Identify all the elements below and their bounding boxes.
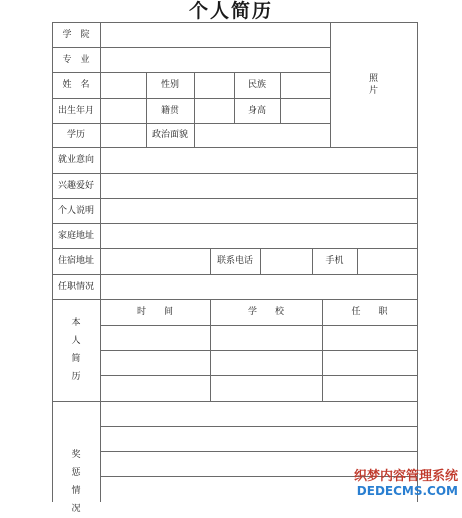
col-line bbox=[260, 248, 261, 274]
resume-section-char: 历 bbox=[71, 372, 81, 382]
awards-section-char: 情 bbox=[71, 486, 81, 496]
label-positions-held: 任职情况 bbox=[57, 281, 94, 292]
row-line bbox=[100, 426, 417, 427]
resume-section-char: 本 bbox=[71, 318, 81, 328]
label-mobile: 手机 bbox=[325, 256, 344, 266]
col-line bbox=[280, 72, 281, 123]
page-title: 个人简历 bbox=[188, 0, 273, 22]
row-line bbox=[52, 401, 417, 402]
row-line bbox=[100, 325, 417, 326]
awards-section-char: 况 bbox=[71, 504, 81, 514]
watermark-cn: 织梦内容管理系统 bbox=[353, 469, 458, 484]
row-line bbox=[52, 274, 417, 275]
watermark-en: DEDECMS.COM bbox=[356, 484, 458, 498]
resume-section-char: 人 bbox=[71, 336, 81, 346]
label-education: 学历 bbox=[66, 130, 85, 140]
label-major: 专 业 bbox=[62, 54, 90, 65]
col-line bbox=[357, 248, 358, 274]
label-contact-phone: 联系电话 bbox=[216, 256, 253, 266]
row-line bbox=[100, 350, 417, 351]
column-header-school: 学 校 bbox=[247, 307, 284, 317]
col-line bbox=[100, 22, 101, 502]
row-line bbox=[52, 223, 417, 224]
label-hobbies: 兴趣爱好 bbox=[57, 180, 94, 191]
column-header-position: 任 职 bbox=[351, 307, 388, 317]
row-line bbox=[52, 147, 417, 148]
awards-section-char: 惩 bbox=[71, 468, 81, 478]
label-residence-address: 住宿地址 bbox=[57, 256, 94, 266]
column-header-time: 时 间 bbox=[136, 307, 173, 317]
label-awards-section bbox=[52, 426, 100, 514]
resume-section-char: 简 bbox=[71, 354, 81, 364]
label-height: 身高 bbox=[247, 105, 266, 116]
label-name: 姓 名 bbox=[62, 80, 90, 90]
row-line bbox=[100, 375, 417, 376]
row-line bbox=[52, 198, 417, 199]
photo-placeholder bbox=[330, 22, 417, 147]
label-ethnicity: 民族 bbox=[247, 80, 266, 90]
label-home-address: 家庭地址 bbox=[57, 230, 94, 241]
col-line bbox=[194, 72, 195, 147]
label-native-place: 籍贯 bbox=[160, 105, 179, 116]
label-school: 学 院 bbox=[62, 29, 90, 40]
label-resume-section bbox=[52, 299, 100, 401]
label-gender: 性别 bbox=[160, 80, 179, 90]
row-line bbox=[52, 173, 417, 174]
label-job-intention: 就业意向 bbox=[57, 155, 94, 165]
watermark bbox=[354, 469, 458, 498]
label-birth-date: 出生年月 bbox=[57, 105, 94, 116]
label-political-status: 政治面貌 bbox=[151, 130, 188, 140]
awards-section-char: 奖 bbox=[71, 450, 81, 460]
table-border-right bbox=[417, 22, 418, 502]
label-self-description: 个人说明 bbox=[57, 205, 94, 216]
row-line bbox=[100, 451, 417, 452]
photo-label-line1: 照 bbox=[368, 73, 378, 84]
photo-label-line2: 片 bbox=[368, 85, 378, 96]
